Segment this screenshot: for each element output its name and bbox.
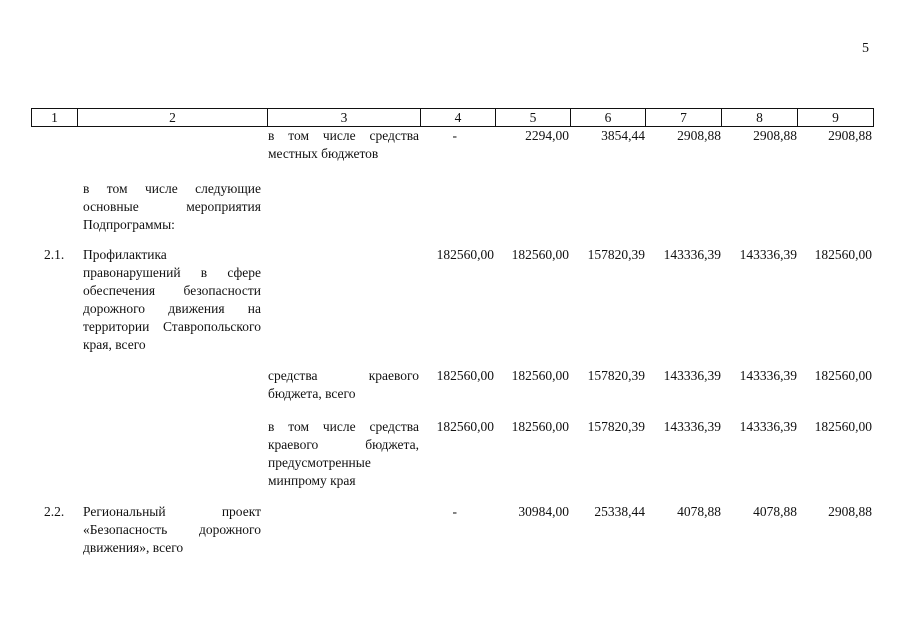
row-3-source: средства краевого бюджета, всего bbox=[268, 368, 419, 401]
row-2-col-7: 143336,39 bbox=[663, 247, 721, 262]
row-4-col-6: 157820,39 bbox=[587, 419, 645, 434]
row-0-col-4: - bbox=[452, 128, 457, 143]
header-col-4: 4 bbox=[421, 109, 496, 127]
row-2-col-5: 182560,00 bbox=[511, 247, 569, 262]
row-3-col-6: 157820,39 bbox=[587, 368, 645, 383]
row-3-col-8: 143336,39 bbox=[739, 368, 797, 383]
row-4-col-5: 182560,00 bbox=[511, 419, 569, 434]
row-5-col-7: 4078,88 bbox=[677, 504, 721, 519]
row-3-col-7: 143336,39 bbox=[663, 368, 721, 383]
header-col-1: 1 bbox=[32, 109, 78, 127]
row-2-col-8: 143336,39 bbox=[739, 247, 797, 262]
row-4-col-4: 182560,00 bbox=[436, 419, 494, 434]
row-5-col-8: 4078,88 bbox=[753, 504, 797, 519]
row-0-col-5: 2294,00 bbox=[525, 128, 569, 143]
row-5-col-4: - bbox=[452, 504, 457, 519]
row-2-col-9: 182560,00 bbox=[814, 247, 872, 262]
row-5-col-9: 2908,88 bbox=[828, 504, 872, 519]
row-5-col-6: 25338,44 bbox=[594, 504, 645, 519]
row-5-number: 2.2. bbox=[44, 504, 65, 519]
row-2-col-6: 157820,39 bbox=[587, 247, 645, 262]
row-2-number: 2.1. bbox=[44, 247, 65, 262]
row-0-col-6: 3854,44 bbox=[601, 128, 645, 143]
row-4-col-7: 143336,39 bbox=[663, 419, 721, 434]
header-row bbox=[32, 109, 874, 127]
row-0-source: в том числе средства местных бюджетов bbox=[268, 128, 419, 161]
header-col-6: 6 bbox=[571, 109, 646, 127]
header-col-5: 5 bbox=[496, 109, 571, 127]
row-5-col-5: 30984,00 bbox=[518, 504, 569, 519]
row-0-col-7: 2908,88 bbox=[677, 128, 721, 143]
row-3-col-9: 182560,00 bbox=[814, 368, 872, 383]
row-4-col-9: 182560,00 bbox=[814, 419, 872, 434]
row-4-col-8: 143336,39 bbox=[739, 419, 797, 434]
header-col-2: 2 bbox=[78, 109, 268, 127]
header-col-7: 7 bbox=[646, 109, 722, 127]
row-3-col-4: 182560,00 bbox=[436, 368, 494, 383]
column-number-header bbox=[31, 108, 874, 127]
row-0-col-8: 2908,88 bbox=[753, 128, 797, 143]
header-col-3: 3 bbox=[268, 109, 421, 127]
page-number: 5 bbox=[862, 41, 869, 56]
row-3-col-5: 182560,00 bbox=[511, 368, 569, 383]
row-5-name: Региональный проект «Безопасность дорожного движения», всего bbox=[83, 504, 261, 555]
row-1-name: в том числе следующие основные мероприятия Подпрограммы: bbox=[83, 181, 261, 232]
row-0-col-9: 2908,88 bbox=[828, 128, 872, 143]
row-2-col-4: 182560,00 bbox=[436, 247, 494, 262]
row-2-name: Профилактика правонарушений в сфере обеспечения безопасности дорожного движения на территории Ставропольского края, всего bbox=[83, 247, 261, 352]
header-col-9: 9 bbox=[798, 109, 874, 127]
row-4-source: в том числе средства краевого бюджета, предусмотренные минпрому края bbox=[268, 419, 419, 488]
header-col-8: 8 bbox=[722, 109, 798, 127]
